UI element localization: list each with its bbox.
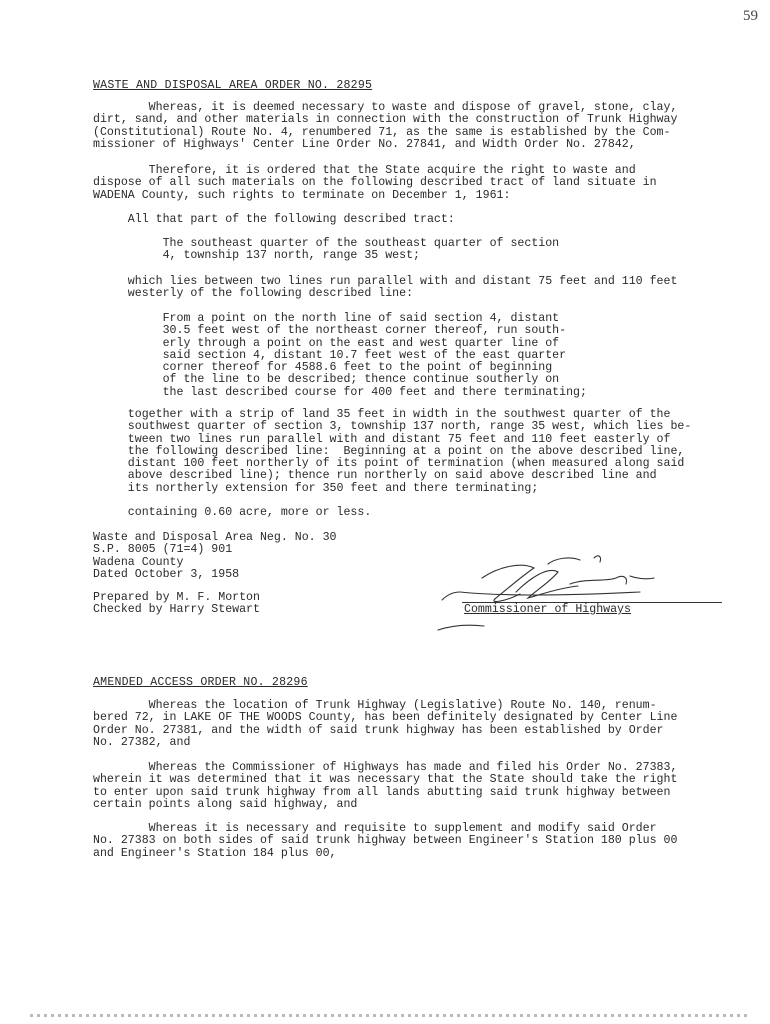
page-edge-scan-marks xyxy=(30,1014,750,1017)
access-order-paragraph-2: Whereas the Commissioner of Highways has made and filed his Order No. 27383, wherein it was determined that it was necessary that the State should take the right to enter upon said trunk highway from all lands abutting said trunk highway between certain points along said highway, and xyxy=(93,761,678,811)
waste-order-paragraph-5: which lies between two lines run parallel with and distant 75 feet and 110 feet westerly of the following described line: xyxy=(127,275,678,301)
waste-order-area-statement: containing 0.60 acre, more or less. xyxy=(93,506,372,519)
waste-order-reference-block: Waste and Disposal Area Neg. No. 30 S.P. 8005 (71=4) 901 Wadena County Dated October 3, 1958 xyxy=(93,531,337,581)
access-order-heading: AMENDED ACCESS ORDER NO. 28296 xyxy=(93,676,308,689)
access-order-paragraph-1: Whereas the location of Trunk Highway (Legislative) Route No. 140, renum- bered 72, in LAKE OF THE WOODS County, has been definitely designated by Center Line Order No. 27381, and the width of said trunk highway has been established by Order No. 27382, and xyxy=(93,699,678,749)
waste-order-line-description: From a point on the north line of said section 4, distant 30.5 feet west of the northeast corner thereof, run south- erly through a point on the east and west quarter line of said section 4, distant 10.7 feet west of the east quarter corner thereof for 4588.6 feet to the point of beginning of the line to be described; thence continue southerly on the last described course for 400 feet and there terminating; xyxy=(162,312,587,399)
access-order-paragraph-3: Whereas it is necessary and requisite to supplement and modify said Order No. 27383 on both sides of said trunk highway between Engineer's Station 180 plus 00 and Engineer's Station 184 plus 00, xyxy=(93,822,678,860)
waste-order-paragraph-1: Whereas, it is deemed necessary to waste and dispose of gravel, stone, clay, dirt, sand, and other materials in connection with the construction of Trunk Highway (Constitutional) Route No. 4, renumbered 71, as the same is established by the Com- missioner of Highways' Center Line Order No. 27841, and Width Order No. 27842, xyxy=(93,101,678,151)
page-number: 59 xyxy=(743,8,758,24)
waste-order-paragraph-2: Therefore, it is ordered that the State acquire the right to waste and dispose of all such materials on the following described tract of land situate in WADENA County, such rights to terminate on December 1, 1961: xyxy=(93,164,657,202)
waste-order-paragraph-3: All that part of the following described tract: xyxy=(93,213,455,226)
signature-title: Commissioner of Highways xyxy=(464,603,631,616)
waste-order-paragraph-7: together with a strip of land 35 feet in width in the southwest quarter of the southwest quarter of section 3, township 137 north, range 35 west, which lies be- tween two lines run parallel with and distant 75 feet and 110 feet easterly of the following described line: Beginning at a point on the above described line, distant 100 feet northerly of its point of termination (when measured along said above described line); thence run northerly on said above described line and its northerly extension for 350 feet and there terminating; xyxy=(127,408,692,495)
waste-order-tract-description: The southeast quarter of the southeast quarter of section 4, township 137 north, range 35 west; xyxy=(162,237,560,263)
prepared-by-block: Prepared by M. F. Morton Checked by Harry Stewart xyxy=(93,591,260,617)
commissioner-signature-image xyxy=(430,548,720,638)
waste-order-heading: WASTE AND DISPOSAL AREA ORDER NO. 28295 xyxy=(93,79,373,92)
